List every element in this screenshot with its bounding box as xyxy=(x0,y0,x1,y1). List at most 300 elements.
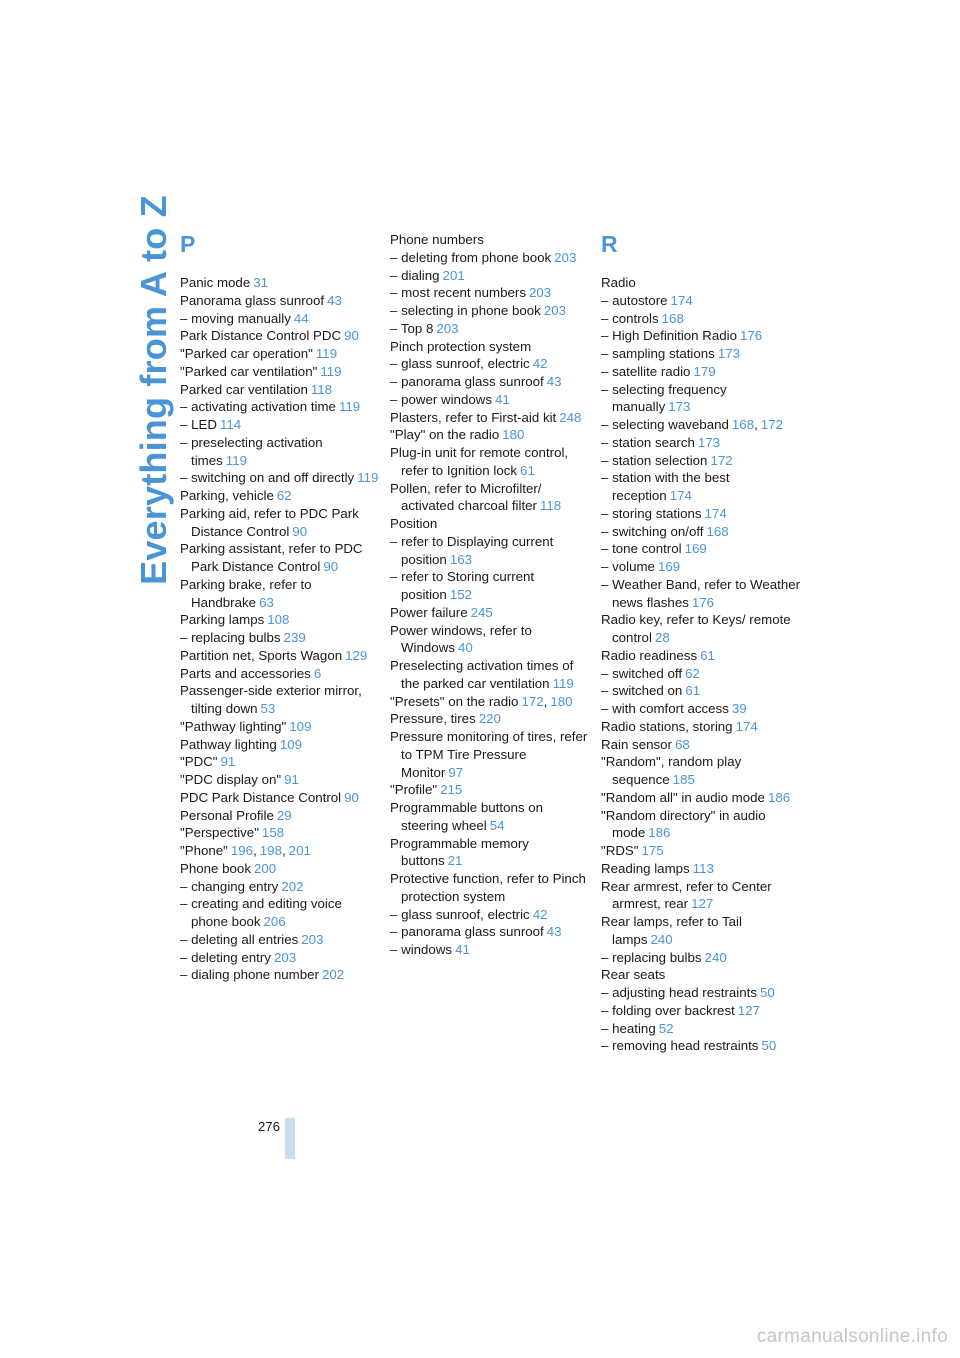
page-link[interactable]: 53 xyxy=(260,701,276,716)
page-link[interactable]: 62 xyxy=(276,488,292,503)
page-link[interactable]: 62 xyxy=(685,665,700,681)
entry-text: – deleting entry xyxy=(180,949,271,965)
entry-text: – switched on xyxy=(601,683,683,699)
index-entry xyxy=(180,789,380,807)
page-link[interactable]: 203 xyxy=(554,249,577,265)
page-link[interactable]: 113 xyxy=(692,860,714,876)
entry-text: – most recent numbers xyxy=(390,285,526,301)
entry-text: – panorama glass sunroof xyxy=(390,374,544,389)
page-link[interactable]: 201 xyxy=(288,843,311,858)
entry-text: – satellite radio xyxy=(601,363,691,379)
entry-text: – moving manually xyxy=(180,310,291,326)
page-link[interactable]: 6 xyxy=(313,665,322,681)
entry-text: Position xyxy=(390,516,438,531)
entry-text: Pressure, tires xyxy=(390,711,476,727)
index-entry xyxy=(180,292,380,310)
page-link[interactable]: 41 xyxy=(495,391,510,407)
page-link[interactable]: 29 xyxy=(276,807,292,823)
entry-text: – adjusting head restraints xyxy=(601,985,757,1000)
page-link[interactable]: 172 xyxy=(521,693,544,709)
index-subentry xyxy=(601,416,801,434)
index-entry xyxy=(390,622,590,658)
index-entry xyxy=(390,710,590,728)
page-link[interactable]: 202 xyxy=(321,967,345,983)
page-link[interactable]: 168 xyxy=(661,310,684,326)
page-link[interactable]: 173 xyxy=(668,399,691,415)
entry-text: – refer to Storing current position xyxy=(390,569,535,602)
page-link[interactable]: 119 xyxy=(225,452,247,468)
page-link[interactable]: 158 xyxy=(261,825,285,841)
entry-text: – autostore xyxy=(601,292,668,308)
page-link[interactable]: 21 xyxy=(447,853,463,869)
page-link[interactable]: 119 xyxy=(320,363,342,379)
entry-text: Parking assistant, refer to PDC Park Distance Control xyxy=(180,541,363,574)
page-link[interactable]: 174 xyxy=(670,292,693,308)
entry-text: – replacing bulbs xyxy=(601,949,702,965)
page-link[interactable]: 41 xyxy=(455,942,470,957)
entry-text: – Top 8 xyxy=(390,320,434,336)
entry-text: Plug-in unit for remote control, refer to Ignition lock xyxy=(390,445,569,478)
page-link[interactable]: 52 xyxy=(658,1020,674,1036)
index-subentry xyxy=(180,469,380,487)
index-subentry xyxy=(180,931,380,949)
section-letter: P xyxy=(180,231,196,257)
page-link[interactable]: 31 xyxy=(253,275,269,290)
page-link[interactable]: 114 xyxy=(219,417,242,432)
page-link[interactable]: 240 xyxy=(704,949,727,965)
page-link[interactable]: 108 xyxy=(267,612,290,628)
page-link[interactable]: 203 xyxy=(528,285,552,301)
page-link[interactable]: 43 xyxy=(327,292,342,308)
index-subentry xyxy=(390,302,590,320)
page-link[interactable]: 203 xyxy=(301,931,324,947)
entry-text: – panorama glass sunroof xyxy=(390,924,544,940)
entry-text: "Presets" on the radio xyxy=(390,693,519,709)
entry-text: Parking aid, refer to PDC Park Distance Control xyxy=(180,505,359,539)
index-entry xyxy=(390,409,590,427)
entry-text: Panic mode xyxy=(180,275,251,290)
entry-text: – switched off xyxy=(601,665,683,681)
index-entry xyxy=(180,807,380,825)
entry-text: – LED xyxy=(180,417,217,432)
page-link[interactable]: 127 xyxy=(691,896,714,912)
index-entry xyxy=(601,718,801,736)
entry-text: "Random directory" in audio mode xyxy=(601,807,766,841)
page-link[interactable]: 68 xyxy=(674,736,690,752)
index-entry xyxy=(390,426,590,444)
entry-text: – station search xyxy=(601,434,695,450)
entry-text: – selecting waveband xyxy=(601,417,729,432)
page-link[interactable]: 169 xyxy=(684,541,707,557)
entry-text: Rain sensor xyxy=(601,736,672,752)
entry-text: Pressure monitoring of tires, refer to TPM Tire Pressure Monitor xyxy=(390,729,588,780)
page-link[interactable]: 119 xyxy=(338,399,361,415)
index-subentry xyxy=(601,949,801,967)
index-entry xyxy=(180,345,380,363)
page-link[interactable]: 203 xyxy=(436,320,459,336)
page-link[interactable]: 185 xyxy=(672,772,695,787)
page-link[interactable]: 42 xyxy=(532,906,548,922)
watermark: carmanualsonline.info xyxy=(756,1326,948,1347)
entry-text: Programmable memory buttons xyxy=(390,835,529,869)
entry-text: Park Distance Control PDC xyxy=(180,328,342,344)
index-entry xyxy=(180,505,380,541)
page-link[interactable]: 90 xyxy=(344,789,359,805)
entry-text: "Parked car operation" xyxy=(180,346,313,361)
entry-text: PDC Park Distance Control xyxy=(180,789,342,805)
page-link[interactable]: 119 xyxy=(357,470,379,486)
page-link[interactable]: 54 xyxy=(489,817,505,833)
entry-text: Pinch protection system xyxy=(390,338,532,354)
index-entry xyxy=(601,860,801,878)
entry-text: Rear armrest, refer to Center armrest, rear xyxy=(601,878,772,912)
page-link[interactable]: 97 xyxy=(448,764,464,780)
index-entry xyxy=(180,718,380,736)
entry-text: Phone numbers xyxy=(390,232,484,247)
page-link[interactable]: 168 xyxy=(731,417,755,432)
page-link[interactable]: 180 xyxy=(550,693,573,709)
index-subentry xyxy=(601,1002,801,1020)
index-subentry xyxy=(601,452,801,470)
entry-text: Parts and accessories xyxy=(180,665,311,681)
index-subentry xyxy=(601,363,801,381)
index-entry xyxy=(180,576,380,612)
entry-text: Panorama glass sunroof xyxy=(180,292,325,308)
entry-text: "PDC" xyxy=(180,754,218,770)
page-link[interactable]: 50 xyxy=(759,985,775,1000)
entry-text: – Weather Band, refer to Weather news flashes xyxy=(601,576,801,610)
page-link[interactable]: 201 xyxy=(442,267,465,283)
page-link[interactable]: 176 xyxy=(691,594,715,610)
index-subentry xyxy=(390,906,590,924)
entry-text: Protective function, refer to Pinch protection system xyxy=(390,871,586,904)
entry-text: – deleting all entries xyxy=(180,931,299,947)
page-link[interactable]: 61 xyxy=(520,462,535,478)
entry-text: "Profile" xyxy=(390,782,438,798)
page-link[interactable]: 186 xyxy=(648,825,671,841)
index-entry xyxy=(390,231,590,249)
index-subentry xyxy=(601,523,801,541)
index-subentry xyxy=(390,284,590,302)
page-link[interactable]: 206 xyxy=(263,914,286,929)
entry-text: Plasters, refer to First-aid kit xyxy=(390,409,557,425)
entry-text: – tone control xyxy=(601,541,682,557)
index-subentry xyxy=(390,249,590,267)
index-entry xyxy=(390,835,590,871)
page-link[interactable]: 168 xyxy=(706,523,729,539)
index-subentry xyxy=(601,434,801,452)
index-subentry xyxy=(601,576,801,612)
index-entry xyxy=(601,611,801,647)
page-link[interactable]: 50 xyxy=(761,1038,777,1054)
index-entry xyxy=(390,870,590,906)
page-link[interactable]: 61 xyxy=(700,647,715,663)
index-subentry xyxy=(601,1037,801,1055)
index-entry xyxy=(390,781,590,799)
index-entry xyxy=(180,611,380,629)
page-separator: , xyxy=(253,843,257,858)
index-subentry xyxy=(601,327,801,345)
index-subentry xyxy=(601,984,801,1002)
entry-text: – heating xyxy=(601,1020,656,1036)
page-link[interactable]: 220 xyxy=(478,711,501,727)
index-entry xyxy=(180,647,380,665)
entry-text: – High Definition Radio xyxy=(601,328,738,344)
index-subentry xyxy=(601,505,801,523)
entry-text: Programmable buttons on steering wheel xyxy=(390,800,543,833)
entry-text: – removing head restraints xyxy=(601,1038,759,1054)
index-entry xyxy=(390,480,590,516)
entry-text: – windows xyxy=(390,942,453,957)
entry-text: "Play" on the radio xyxy=(390,427,500,443)
page-number-bar xyxy=(285,1118,295,1159)
page-link[interactable]: 152 xyxy=(449,587,473,602)
index-subentry xyxy=(180,310,380,328)
index-entry xyxy=(180,682,380,718)
entry-text: – volume xyxy=(601,559,655,574)
index-entry xyxy=(180,540,380,576)
page-link[interactable]: 44 xyxy=(293,310,309,326)
index-entry xyxy=(180,327,380,345)
page-link[interactable]: 176 xyxy=(740,328,763,344)
page-separator: , xyxy=(281,843,286,858)
page-link[interactable]: 198 xyxy=(259,843,282,858)
entry-text: – activating activation time xyxy=(180,399,336,415)
entry-text: Partition net, Sports Wagon xyxy=(180,647,343,663)
page-link[interactable]: 239 xyxy=(283,630,306,645)
entry-text: – glass sunroof, electric xyxy=(390,906,530,922)
entry-text: Power failure xyxy=(390,604,468,620)
entry-text: – preselecting activation times xyxy=(180,434,323,468)
page-link[interactable]: 202 xyxy=(281,878,304,894)
index-subentry xyxy=(601,381,801,417)
index-entry xyxy=(180,665,380,683)
entry-text: – station selection xyxy=(601,452,708,468)
page-separator: , xyxy=(543,693,548,709)
page-link[interactable]: 179 xyxy=(693,363,716,379)
index-entry xyxy=(601,842,801,860)
entry-text: – controls xyxy=(601,310,659,326)
index-entry xyxy=(180,824,380,842)
entry-text: Passenger-side exterior mirror, tilting down xyxy=(180,683,362,716)
index-column-3 xyxy=(601,231,801,1055)
page-link[interactable]: 173 xyxy=(697,434,721,450)
page-link[interactable]: 90 xyxy=(323,559,339,574)
entry-text: Rear lamps, refer to Tail lamps xyxy=(601,914,742,947)
page-link[interactable]: 61 xyxy=(685,683,701,699)
page-link[interactable]: 172 xyxy=(710,452,733,468)
index-subentry xyxy=(601,292,801,310)
entry-text: Rear seats xyxy=(601,967,666,983)
index-entry xyxy=(180,860,380,878)
index-entry xyxy=(390,799,590,835)
page-link[interactable]: 203 xyxy=(543,303,566,318)
page-link[interactable]: 90 xyxy=(344,328,359,344)
page-link[interactable]: 186 xyxy=(767,789,791,805)
page-link[interactable]: 43 xyxy=(546,924,562,940)
index-subentry xyxy=(180,878,380,896)
index-subentry xyxy=(390,923,590,941)
index-subentry xyxy=(601,558,801,576)
index-entry xyxy=(390,515,590,533)
entry-text: Parking, vehicle xyxy=(180,488,274,503)
entry-text: – changing entry xyxy=(180,878,279,894)
entry-text: – selecting frequency manually xyxy=(601,381,727,415)
index-entry xyxy=(180,487,380,505)
entry-text: Pathway lighting xyxy=(180,736,277,752)
entry-text: – replacing bulbs xyxy=(180,630,281,645)
page-link[interactable]: 174 xyxy=(669,488,692,503)
entry-text: – storing stations xyxy=(601,505,702,521)
page-link[interactable]: 196 xyxy=(230,843,254,858)
side-section-title: Everything from A to Z xyxy=(133,195,174,585)
section-letter: R xyxy=(601,231,618,257)
index-subentry xyxy=(390,941,590,959)
index-subentry xyxy=(601,682,801,700)
index-entry xyxy=(180,381,380,399)
entry-text: – switching on/off xyxy=(601,523,704,539)
index-subentry xyxy=(180,895,380,931)
entry-text: Pollen, refer to Microfilter/ activated charcoal filter xyxy=(390,480,542,514)
index-entry xyxy=(180,842,380,860)
entry-text: Power windows, refer to Windows xyxy=(390,622,532,656)
page-link[interactable]: 63 xyxy=(259,594,274,610)
page-link[interactable]: 43 xyxy=(546,374,562,389)
page-link[interactable]: 40 xyxy=(457,640,473,656)
page-link[interactable]: 169 xyxy=(657,559,681,574)
index-entry xyxy=(390,444,590,480)
index-subentry xyxy=(601,540,801,558)
entry-text: "Perspective" xyxy=(180,825,259,841)
page-link[interactable]: 172 xyxy=(760,417,783,432)
page-link[interactable]: 109 xyxy=(279,736,303,752)
index-subentry xyxy=(180,434,380,470)
page-link[interactable]: 91 xyxy=(220,754,236,770)
entry-text: Radio stations, storing xyxy=(601,718,733,734)
page-link[interactable]: 248 xyxy=(559,409,582,425)
entry-text: "Parked car ventilation" xyxy=(180,363,318,379)
entry-text: Radio readiness xyxy=(601,647,698,663)
index-subentry xyxy=(180,629,380,647)
entry-text: – folding over backrest xyxy=(601,1002,735,1018)
index-entry xyxy=(601,966,801,984)
entry-text: Parking brake, refer to Handbrake xyxy=(180,576,312,610)
page-link[interactable]: 215 xyxy=(440,782,463,798)
page-link[interactable]: 174 xyxy=(704,505,727,521)
index-subentry xyxy=(180,416,380,434)
index-entry xyxy=(390,604,590,622)
page-link[interactable]: 39 xyxy=(731,701,747,716)
index-subentry xyxy=(390,391,590,409)
index-subentry xyxy=(601,310,801,328)
index-entry xyxy=(601,736,801,754)
index-entry xyxy=(180,753,380,771)
page-link[interactable]: 28 xyxy=(654,630,670,645)
page-link[interactable]: 118 xyxy=(540,498,562,514)
page-link[interactable]: 180 xyxy=(502,427,525,443)
entry-text: "Random all" in audio mode xyxy=(601,789,765,805)
index-subentry xyxy=(601,700,801,718)
entry-text: Radio xyxy=(601,275,636,290)
page-separator: , xyxy=(754,417,758,432)
index-entry xyxy=(601,753,801,789)
index-entry xyxy=(601,807,801,843)
page-link[interactable]: 245 xyxy=(470,604,493,620)
entry-text: – glass sunroof, electric xyxy=(390,356,530,372)
page-link[interactable]: 203 xyxy=(273,949,297,965)
page-link[interactable]: 119 xyxy=(315,346,338,361)
page-link[interactable]: 173 xyxy=(717,346,741,361)
index-entry xyxy=(601,274,801,292)
entry-text: "Random", random play sequence xyxy=(601,754,742,787)
index-entry xyxy=(601,789,801,807)
page-link[interactable]: 200 xyxy=(253,860,277,876)
page-link[interactable]: 240 xyxy=(650,931,673,947)
index-entry xyxy=(601,913,801,949)
page-link[interactable]: 42 xyxy=(532,356,548,372)
index-entry xyxy=(390,693,590,711)
index-entry xyxy=(601,878,801,914)
entry-text: – switching on and off directly xyxy=(180,470,355,486)
entry-text: "Phone" xyxy=(180,843,228,858)
entry-text: "RDS" xyxy=(601,843,639,858)
index-entry xyxy=(601,647,801,665)
entry-text: – selecting in phone book xyxy=(390,303,541,318)
entry-text: – power windows xyxy=(390,391,492,407)
entry-text: Radio key, refer to Keys/ remote control xyxy=(601,612,791,645)
index-subentry xyxy=(390,373,590,391)
page-number: 276 xyxy=(257,1119,280,1134)
entry-text: – station with the best reception xyxy=(601,470,730,503)
entry-text: – creating and editing voice phone book xyxy=(180,896,342,929)
index-entry xyxy=(390,657,590,693)
page-link[interactable]: 163 xyxy=(449,551,473,567)
entry-text: – deleting from phone book xyxy=(390,249,552,265)
page-link[interactable]: 118 xyxy=(310,381,333,397)
page-link[interactable]: 129 xyxy=(345,647,368,663)
entry-text: – with comfort access xyxy=(601,701,729,716)
entry-text: Phone book xyxy=(180,860,251,876)
page-link[interactable]: 127 xyxy=(737,1002,760,1018)
page-link[interactable]: 175 xyxy=(641,843,664,858)
entry-text: Personal Profile xyxy=(180,807,274,823)
index-entry xyxy=(180,771,380,789)
index-subentry xyxy=(180,966,380,984)
index-subentry xyxy=(180,398,380,416)
index-subentry xyxy=(180,949,380,967)
entry-text: – sampling stations xyxy=(601,346,715,361)
entry-text: – dialing xyxy=(390,267,440,283)
entry-text: Reading lamps xyxy=(601,860,690,876)
index-subentry xyxy=(601,665,801,683)
index-entry xyxy=(390,728,590,781)
index-entry xyxy=(390,338,590,356)
entry-text: Preselecting activation times of the parked car ventilation xyxy=(390,658,574,691)
index-subentry xyxy=(601,469,801,505)
page-link[interactable]: 119 xyxy=(552,675,574,691)
index-entry xyxy=(180,736,380,754)
entry-text: – refer to Displaying current position xyxy=(390,533,554,567)
index-column-2 xyxy=(390,231,590,959)
page-link[interactable]: 90 xyxy=(292,523,308,539)
entry-text: – dialing phone number xyxy=(180,967,319,983)
entry-text: Parked car ventilation xyxy=(180,381,308,397)
index-subentry xyxy=(390,320,590,338)
page-link[interactable]: 91 xyxy=(284,772,299,787)
entry-text: "Pathway lighting" xyxy=(180,718,287,734)
page-link[interactable]: 109 xyxy=(289,718,312,734)
page-link[interactable]: 174 xyxy=(735,718,758,734)
